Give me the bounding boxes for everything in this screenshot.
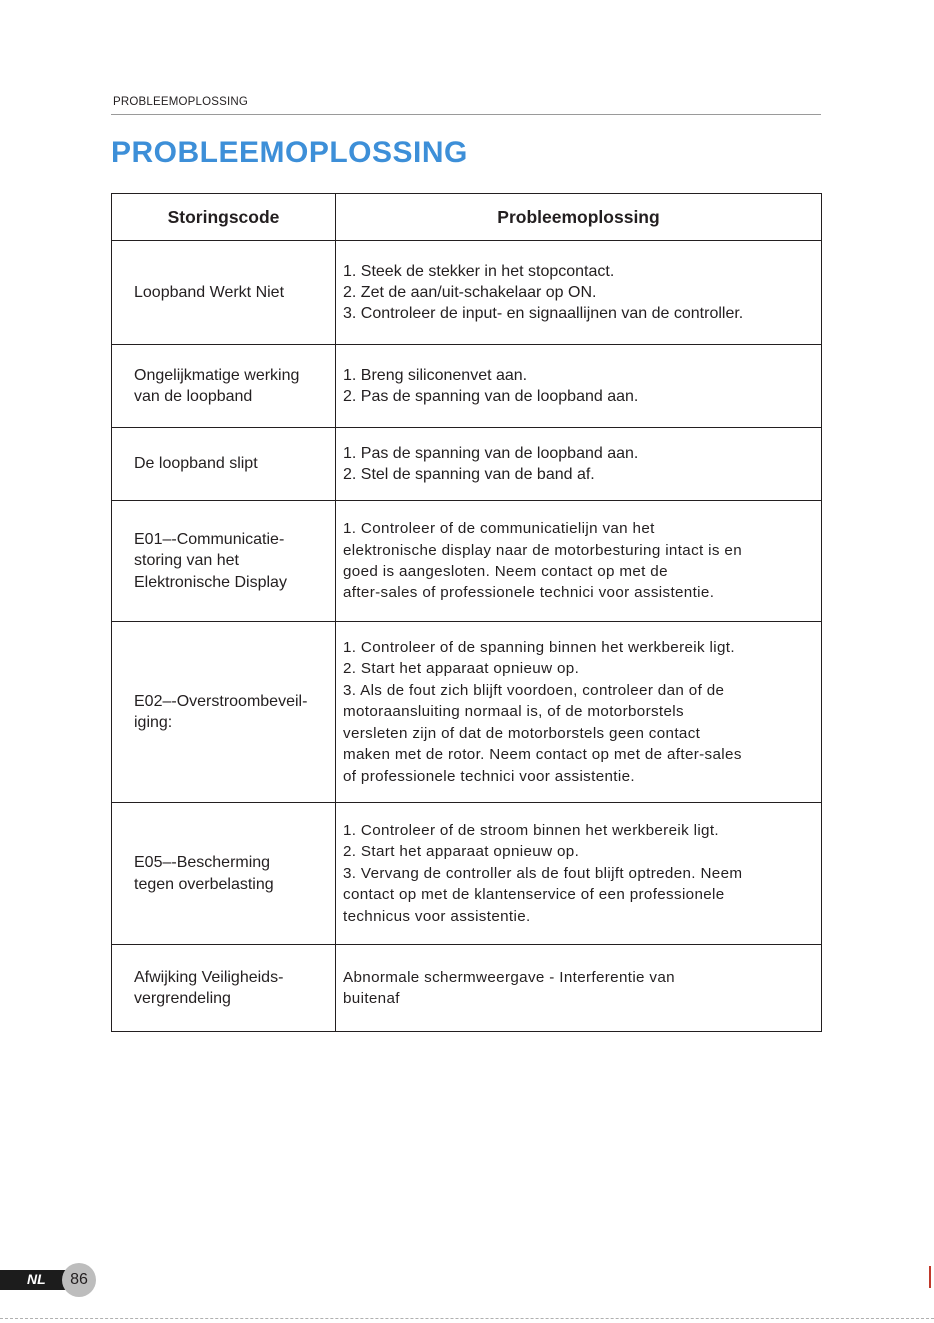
- solution-line: after-sales of professionele technici voor assistentie.: [343, 584, 715, 602]
- solution-line: maken met de rotor. Neem contact op met de after-sales: [343, 746, 742, 764]
- page-title: PROBLEEMOPLOSSING: [111, 136, 468, 169]
- error-code-text: De loopband slipt: [134, 455, 258, 473]
- language-label: NL: [27, 1271, 46, 1287]
- error-code-text: E02–-Overstroombeveil-: [134, 692, 308, 710]
- solution-cell: [336, 501, 822, 622]
- solution-line: goed is aangesloten. Neem contact op met de: [343, 563, 668, 580]
- solution-line: 2. Start het apparaat opnieuw op.: [343, 660, 580, 678]
- troubleshooting-table: [111, 193, 822, 1032]
- error-code-text: Afwijking Veiligheids-: [134, 968, 284, 986]
- error-code-text: Ongelijkmatige werking: [134, 366, 300, 384]
- table-row: [112, 345, 822, 428]
- solution-line: 1. Controleer of de spanning binnen het werkbereik ligt.: [343, 639, 735, 657]
- solution-line: 3. Als de fout zich blijft voordoen, controleer dan of de: [343, 681, 725, 699]
- solution-line: of professionele technici voor assistentie.: [343, 767, 635, 785]
- solution-line: 1. Controleer of de stroom binnen het werkbereik ligt.: [343, 821, 719, 839]
- error-code-text: van de loopband: [134, 388, 253, 405]
- solution-line: 2. Stel de spanning van de band af.: [343, 466, 595, 483]
- table-row: [112, 622, 822, 803]
- solution-cell: [336, 803, 822, 945]
- page-number-badge: 86: [62, 1263, 96, 1297]
- solution-line: 2. Zet de aan/uit-schakelaar op ON.: [343, 283, 597, 301]
- solution-line: motoraansluiting normaal is, of de motorborstels: [343, 703, 684, 721]
- error-code-cell: [112, 428, 336, 501]
- error-code-cell: [112, 622, 336, 803]
- error-code-text: vergrendeling: [134, 990, 231, 1007]
- solution-cell: [336, 345, 822, 428]
- solution-line: 1. Steek de stekker in het stopcontact.: [343, 262, 615, 280]
- error-code-text: Elektronische Display: [134, 573, 287, 591]
- error-code-cell: [112, 241, 336, 345]
- table-header-row: [112, 194, 822, 241]
- solution-line: buitenaf: [343, 990, 400, 1007]
- solution-line: elektronische display naar de motorbesturing intact is en: [343, 541, 742, 559]
- column-header-solution: Probleemoplossing: [336, 194, 822, 241]
- table-row: [112, 803, 822, 945]
- troubleshooting-table-container: [111, 193, 821, 1030]
- error-code-cell: [112, 945, 336, 1032]
- error-code-text: storing van het: [134, 552, 239, 570]
- solution-line: 2. Start het apparaat opnieuw op.: [343, 843, 580, 861]
- solution-line: 1. Controleer of de communicatielijn van het: [343, 520, 655, 538]
- trim-line: [0, 1318, 934, 1319]
- solution-cell: [336, 945, 822, 1032]
- error-code-cell: [112, 501, 336, 622]
- solution-cell: [336, 428, 822, 501]
- solution-line: Abnormale schermweergave - Interferentie van: [343, 968, 675, 986]
- solution-line: 1. Breng siliconenvet aan.: [343, 366, 528, 384]
- solution-cell: [336, 241, 822, 345]
- solution-line: contact op met de klantenservice of een professionele: [343, 886, 725, 904]
- column-header-error-code: Storingscode: [112, 194, 336, 241]
- solution-line: 3. Vervang de controller als de fout blijft optreden. Neem: [343, 864, 743, 882]
- table-row: [112, 428, 822, 501]
- solution-line: 3. Controleer de input- en signaallijnen van de controller.: [343, 305, 744, 323]
- solution-cell: [336, 622, 822, 803]
- solution-line: 1. Pas de spanning van de loopband aan.: [343, 444, 639, 462]
- error-code-text: E01–-Communicatie-: [134, 530, 285, 548]
- error-code-text: Loopband Werkt Niet: [134, 283, 285, 301]
- error-code-cell: [112, 345, 336, 428]
- header-divider: [111, 114, 821, 115]
- error-code-text: tegen overbelasting: [134, 875, 274, 893]
- table-row: [112, 501, 822, 622]
- solution-line: versleten zijn of dat de motorborstels geen contact: [343, 724, 701, 742]
- edge-marker: [929, 1266, 931, 1288]
- solution-line: technicus voor assistentie.: [343, 907, 531, 925]
- solution-line: 2. Pas de spanning van de loopband aan.: [343, 388, 639, 405]
- table-row: [112, 241, 822, 345]
- table-row: [112, 945, 822, 1032]
- error-code-text: iging:: [134, 714, 173, 731]
- error-code-cell: [112, 803, 336, 945]
- section-header-label: PROBLEEMOPLOSSING: [113, 96, 249, 108]
- error-code-text: E05–-Bescherming: [134, 854, 271, 871]
